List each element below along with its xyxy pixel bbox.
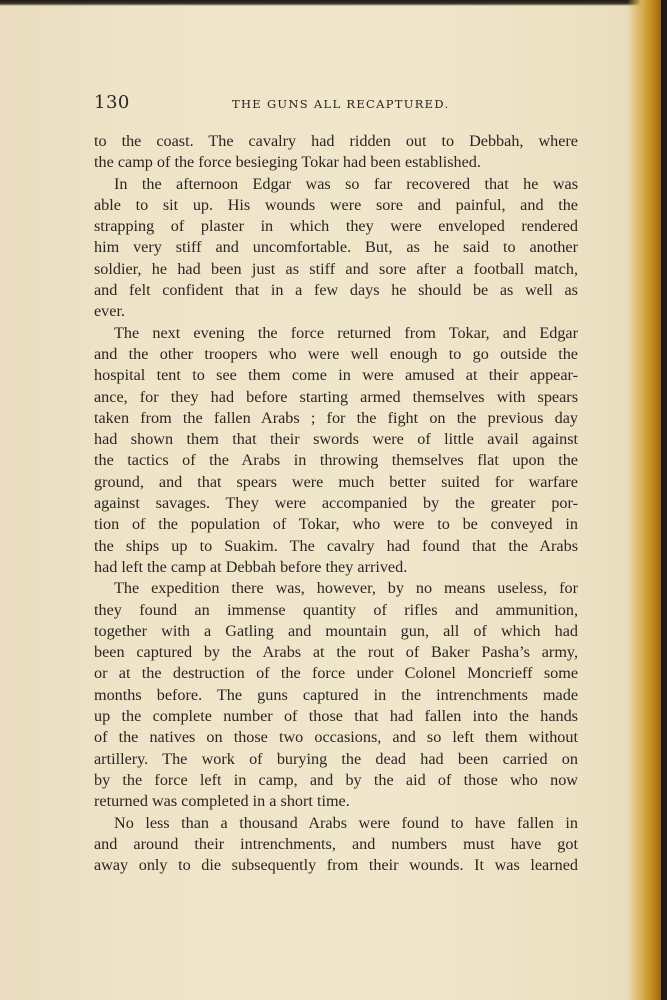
text-line: soldier, he had been just as stiff and sore after a football match, — [94, 259, 578, 278]
text-line: taken from the fallen Arabs ; for the fight on the previous day — [94, 408, 578, 427]
text-line: able to sit up. His wounds were sore and painful, and the — [94, 195, 578, 214]
text-line: the camp of the force besieging Tokar had been established. — [94, 153, 481, 172]
text-line: and the other troopers who were well enough to go outside the — [94, 344, 578, 363]
text-line: strapping of plaster in which they were enveloped rendered — [94, 217, 578, 236]
text-line: they found an immense quantity of rifles and ammunition, — [94, 600, 578, 619]
text-line: and felt confident that in a few days he should be as well as — [94, 281, 578, 300]
text-line: him very stiff and uncomfortable. But, as he said to another — [94, 238, 578, 257]
page-top-edge — [0, 0, 667, 6]
running-title: THE GUNS ALL RECAPTURED. — [232, 97, 450, 111]
text-line: had left the camp at Debbah before they arrived. — [94, 557, 408, 576]
text-line: The next evening the force returned from Tokar, and Edgar — [114, 323, 578, 342]
text-line: the ships up to Suakim. The cavalry had found that the Arabs — [94, 536, 578, 555]
text-line: together with a Gatling and mountain gun, all of which had — [94, 621, 578, 640]
text-line: In the afternoon Edgar was so far recovered that he was — [114, 174, 578, 193]
text-line: ance, for they had before starting armed themselves with spears — [94, 387, 578, 406]
text-line: up the complete number of those that had fallen into the hands — [94, 707, 578, 726]
text-line: No less than a thousand Arabs were found to have fallen in — [114, 813, 578, 832]
page-number: 130 — [94, 92, 130, 113]
text-line: ground, and that spears were much better suited for warfare — [94, 472, 578, 491]
text-line: had shown them that their swords were of little avail against — [94, 430, 578, 449]
text-line: hospital tent to see them come in were amused at their appear- — [94, 366, 578, 385]
text-line: by the force left in camp, and by the aid of those who now — [94, 770, 578, 789]
text-line: months before. The guns captured in the intrenchments made — [94, 685, 578, 704]
binding-shadow — [661, 0, 667, 1000]
text-line: tion of the population of Tokar, who were to be conveyed in — [94, 515, 578, 534]
text-line: artillery. The work of burying the dead had been carried on — [94, 749, 578, 768]
text-line: returned was completed in a short time. — [94, 792, 350, 811]
text-line: ever. — [94, 302, 126, 321]
text-line: been captured by the Arabs at the rout of Baker Pasha’s army, — [94, 643, 578, 662]
text-line: or at the destruction of the force under Colonel Moncrieff some — [94, 664, 578, 683]
text-line: The expedition there was, however, by no means useless, for — [114, 579, 578, 598]
page-header — [94, 92, 574, 118]
text-line: the tactics of the Arabs in throwing themselves flat upon the — [94, 451, 578, 470]
body-text — [94, 131, 578, 876]
text-line: away only to die subsequently from their wounds. It was learned — [94, 856, 578, 875]
text-line: against savages. They were accompanied by the greater por- — [94, 494, 578, 513]
text-line: and around their intrenchments, and numbers must have got — [94, 834, 578, 853]
text-line: to the coast. The cavalry had ridden out to Debbah, where — [94, 132, 578, 150]
text-line: of the natives on those two occasions, and so left them without — [94, 728, 578, 747]
